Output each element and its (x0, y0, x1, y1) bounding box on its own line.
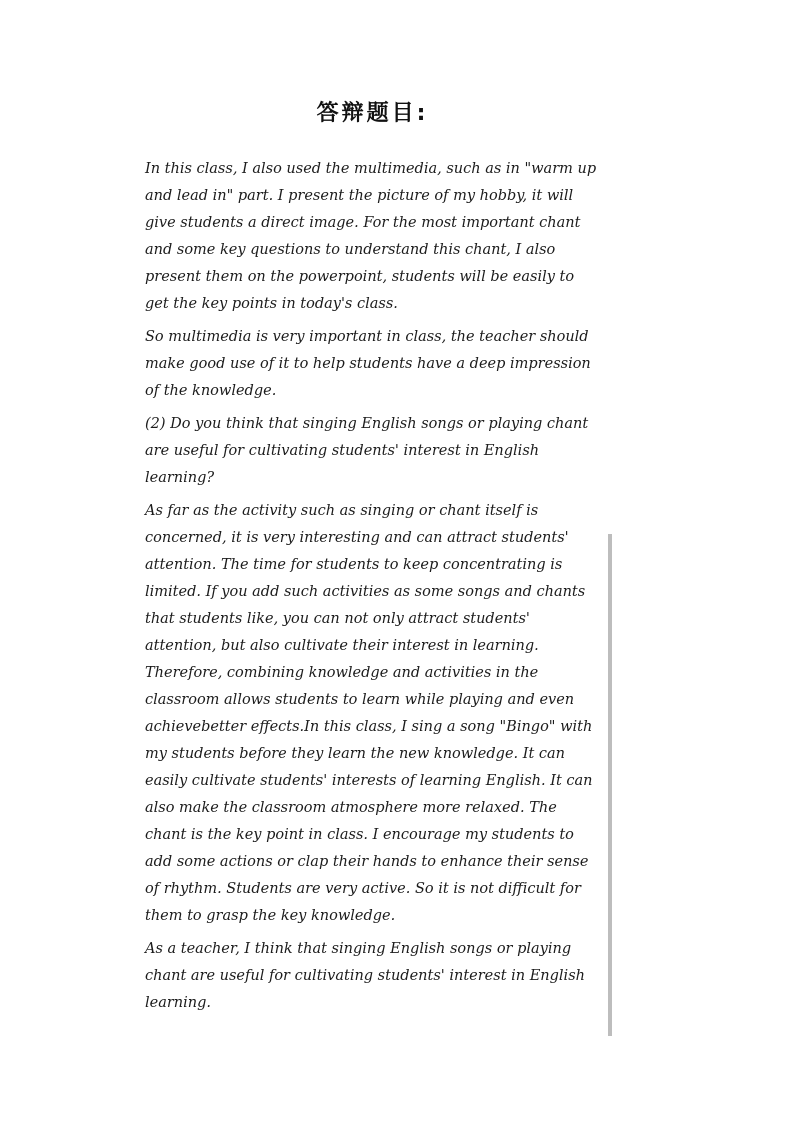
paragraph-multimedia-usage: In this class, I also used the multimedia, such as in "warm up and lead in" part. I present the picture of my hobby, it will give students a direct image. For the most important chant and some key questions to understand this chant, I also present them on the powerpoint, students will be easily to get the key points in today's class. (145, 161, 597, 312)
paragraph-multimedia-importance: So multimedia is very important in class, the teacher should make good use of it to help students have a deep impression of the knowledge. (145, 329, 591, 399)
document-body (145, 156, 600, 1023)
paragraph-answer-activities: As far as the activity such as singing or chant itself is concerned, it is very interesting and can attract students' attention. The time for students to keep concentrating is limited. If you add such activities as some songs and chants that students like, you can not only attract students' attention, but also cultivate their interest in learning. Therefore, combining knowledge and activities in the classroom allows students to learn while playing and even achievebetter effects.In this class, I sing a song "Bingo" with my students before they learn the new knowledge. It can easily cultivate students' interests of learning English. It can also make the classroom atmosphere more relaxed. The chant is the key point in class. I encourage my students to add some actions or clap their hands to enhance their sense of rhythm. Students are very active. So it is not difficult for them to grasp the key knowledge. (145, 503, 593, 924)
paragraph-conclusion: As a teacher, I think that singing English songs or playing chant are useful for cultivating students' interest in English learning. (145, 941, 585, 1011)
margin-rule-line (608, 534, 612, 1036)
page-title: 答辩题目: (316, 101, 429, 126)
paragraph-question-2: (2) Do you think that singing English songs or playing chant are useful for cultivating students' interest in English learning? (145, 416, 589, 486)
